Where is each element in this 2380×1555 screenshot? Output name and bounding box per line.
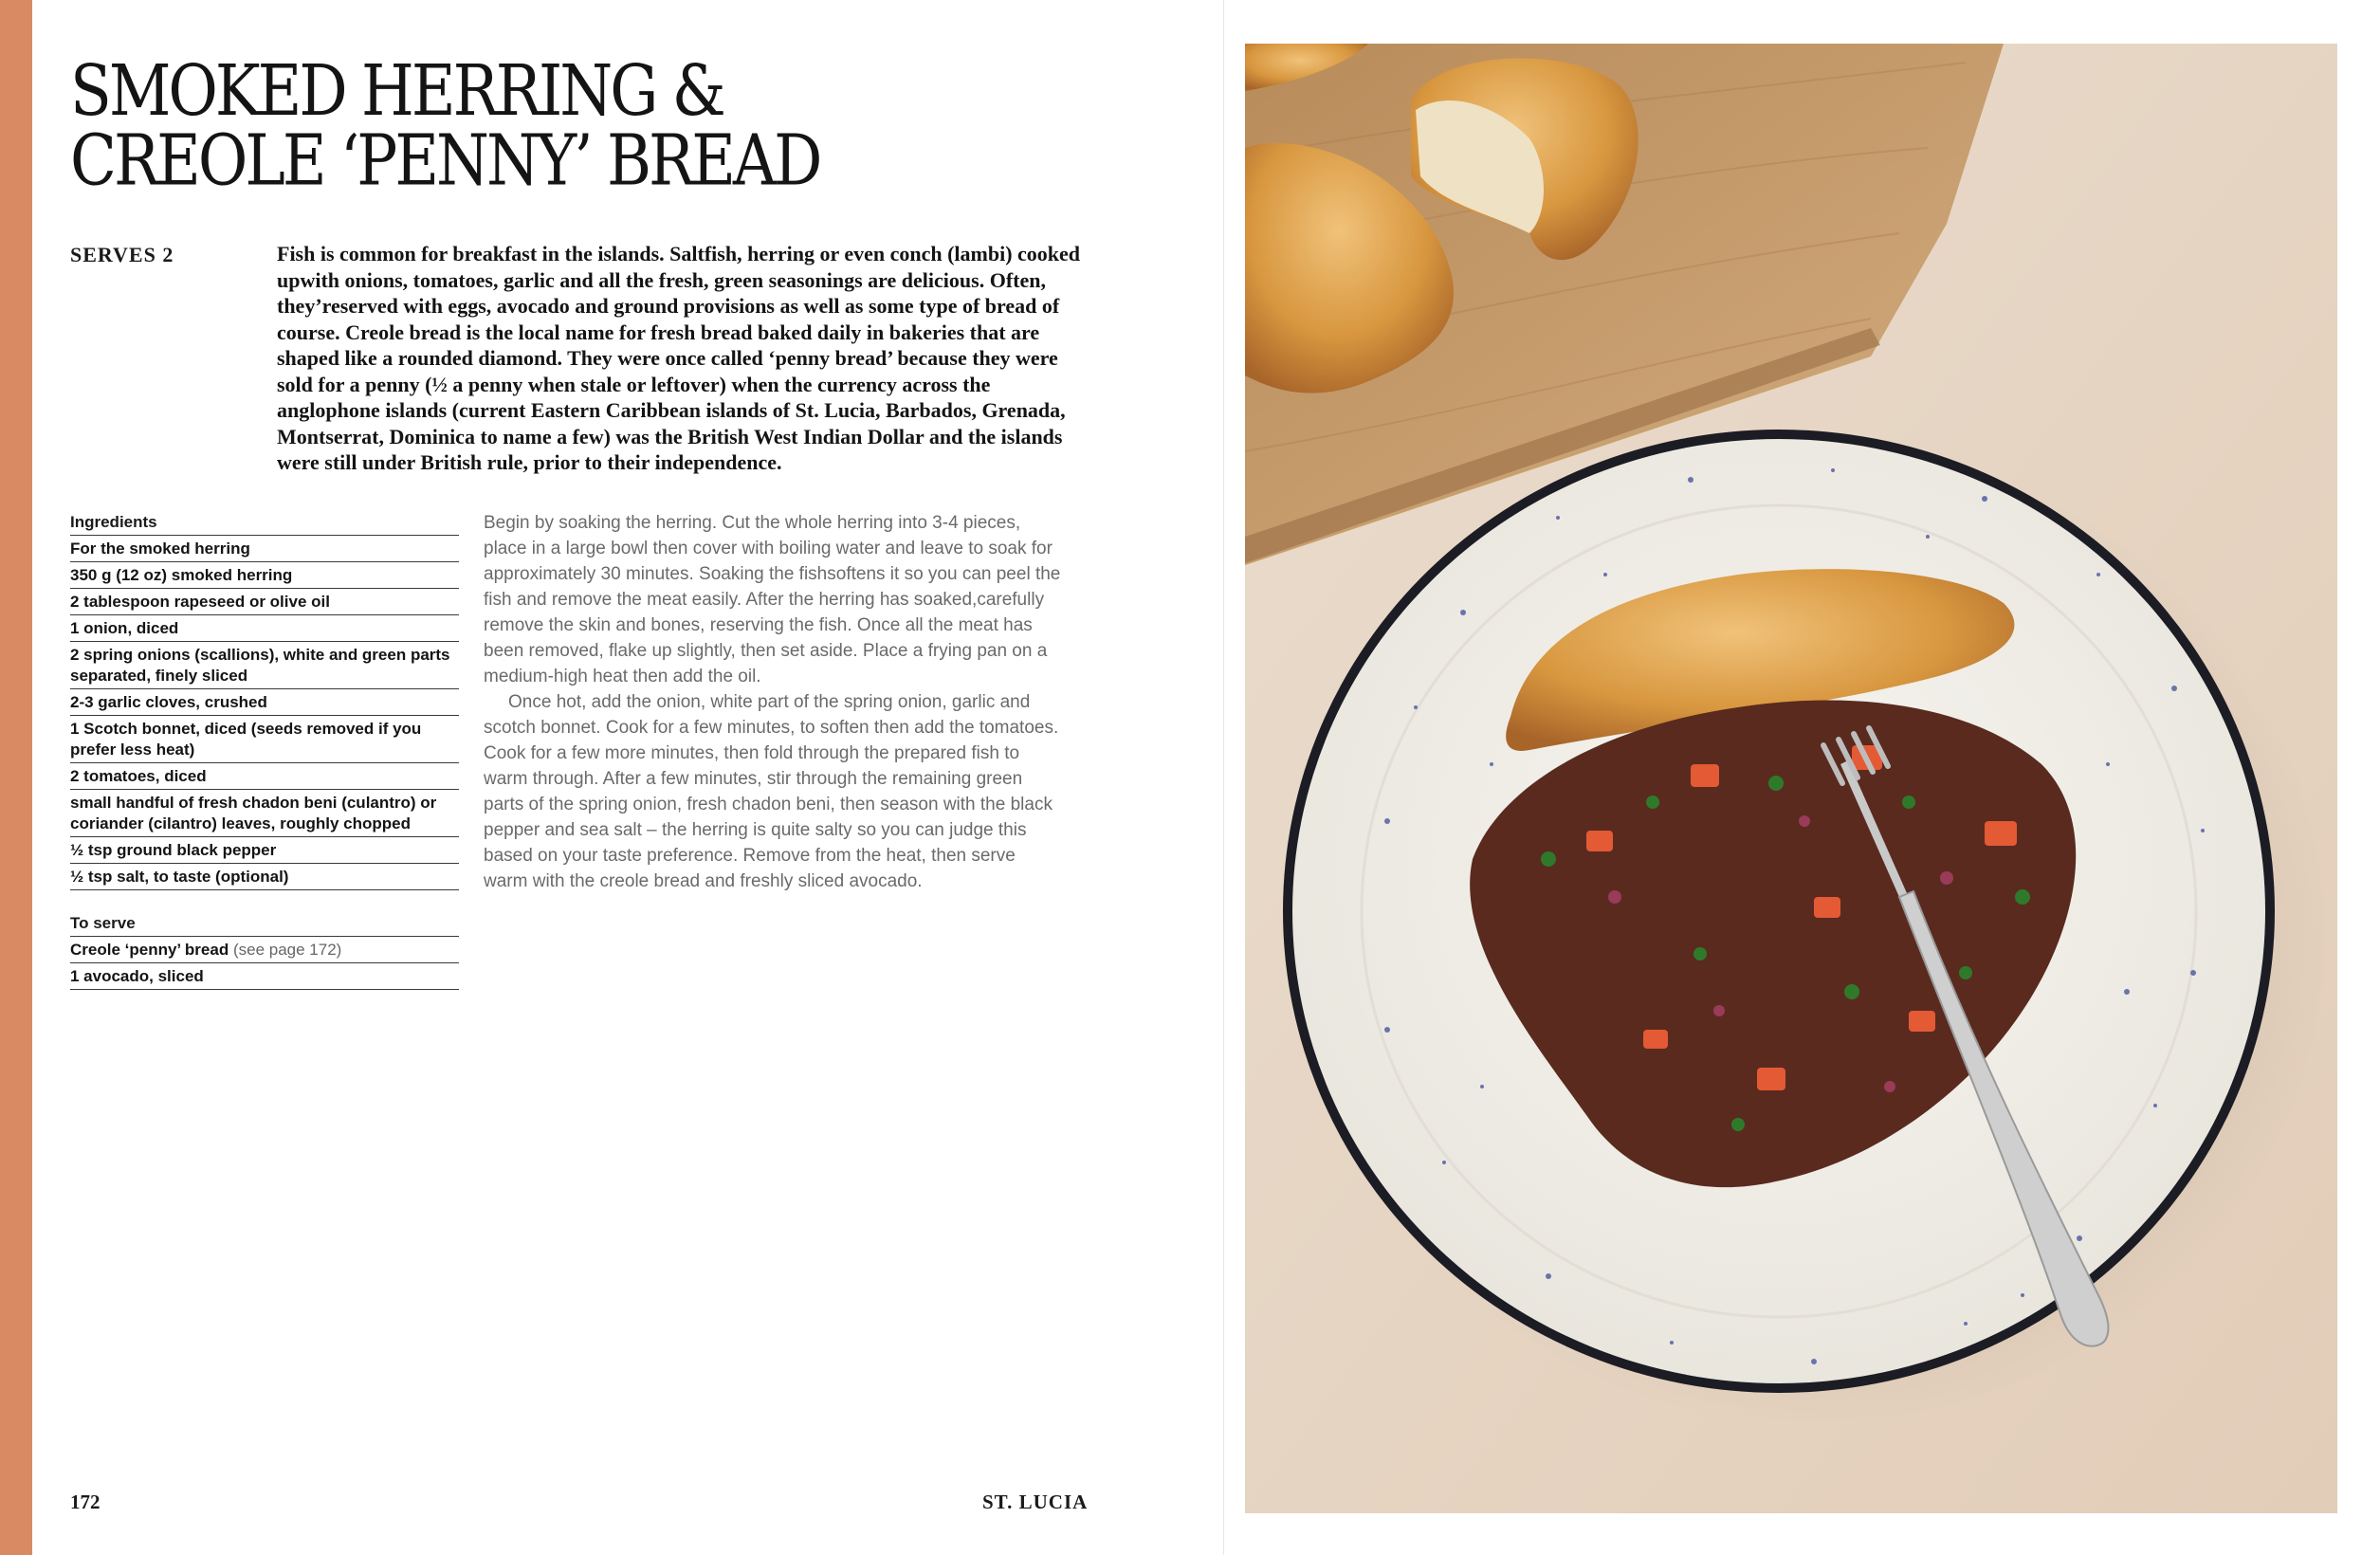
- ingredient-item: 1 Scotch bonnet, diced (seeds removed if you prefer less heat): [70, 715, 459, 762]
- section-name: ST. LUCIA: [982, 1491, 1089, 1513]
- ingredient-item: small handful of fresh chadon beni (culantro) or coriander (cilantro) leaves, roughly chopped: [70, 789, 459, 836]
- page-number: 172: [70, 1491, 101, 1513]
- ingredient-item: 2 tablespoon rapeseed or olive oil: [70, 588, 459, 614]
- ingredient-item: 1 onion, diced: [70, 614, 459, 641]
- food-photo: [1245, 44, 2337, 1513]
- title-line-1: SMOKED HERRING &: [70, 51, 723, 133]
- method-text: [484, 510, 1062, 894]
- ingredients-heading: Ingredients: [70, 513, 157, 531]
- to-serve-text: Creole ‘penny’ bread: [70, 941, 229, 959]
- recipe-intro: Fish is common for breakfast in the islands. Saltfish, herring or even conch (lambi) cooked upwith onions, tomatoes, garlic and all the fresh, green seasonings are delicious. Often, they’reserved with eggs, avocado and ground provisions as well as some type of bread of course. Creole bread is the local name for fresh bread baked daily in bakeries that are shaped like a rounded diamond. They were once called ‘penny bread’ because they were sold for a penny (½ a penny when stale or leftover) when the currency across the anglophone islands (current Eastern Caribbean islands of St. Lucia, Barbados, Grenada, Montserrat, Dominica to name a few) was the British West Indian Dollar and the islands were still under British rule, prior to their independence.: [277, 242, 1081, 474]
- ingredient-item: 2 spring onions (scallions), white and green parts separated, finely sliced: [70, 641, 459, 688]
- ingredient-item: 350 g (12 oz) smoked herring: [70, 561, 459, 588]
- serves-label: SERVES 2: [70, 243, 174, 266]
- ingredient-item: ½ tsp salt, to taste (optional): [70, 863, 459, 890]
- to-serve-text: 1 avocado, sliced: [70, 967, 204, 985]
- ingredient-item: 2-3 garlic cloves, crushed: [70, 688, 459, 715]
- page-gutter: [1223, 0, 1224, 1555]
- to-serve-item: [70, 936, 459, 962]
- ingredients-list: [70, 510, 459, 990]
- recipe-title: [70, 51, 1113, 202]
- title-line-2: CREOLE ‘PENNY’ BREAD: [70, 120, 820, 202]
- accent-stripe: [0, 0, 32, 1555]
- ingredient-item: 2 tomatoes, diced: [70, 762, 459, 789]
- method-paragraph: Once hot, add the onion, white part of the spring onion, garlic and scotch bonnet. Cook for a few minutes, to soften then add the tomatoes. Cook for a few more minutes, then fold through the prepared fish to warm through. After a few minutes, stir through the remaining green parts of the spring onion, fresh chadon beni, then season with the black pepper and sea salt – the herring is quite salty so you can judge this based on your taste preference. Remove from the heat, then serve warm with the creole bread and freshly sliced avocado.: [484, 692, 1059, 891]
- to-serve-heading: To serve: [70, 914, 136, 932]
- method-paragraph: Begin by soaking the herring. Cut the whole herring into 3-4 pieces, place in a large bowl then cover with boiling water and leave to soak for approximately 30 minutes. Soaking the fishsoftens it so you can peel the fish and remove the meat easily. After the herring has soaked,carefully remove the skin and bones, reserving the fish. Once all the meat has been removed, flake up slightly, then set aside. Place a frying pan on a medium-high heat then add the oil.: [484, 513, 1061, 686]
- ingredient-item: ½ tsp ground black pepper: [70, 836, 459, 863]
- page-reference: (see page 172): [229, 941, 342, 959]
- to-serve-item: [70, 962, 459, 990]
- ingredient-item: For the smoked herring: [70, 535, 459, 561]
